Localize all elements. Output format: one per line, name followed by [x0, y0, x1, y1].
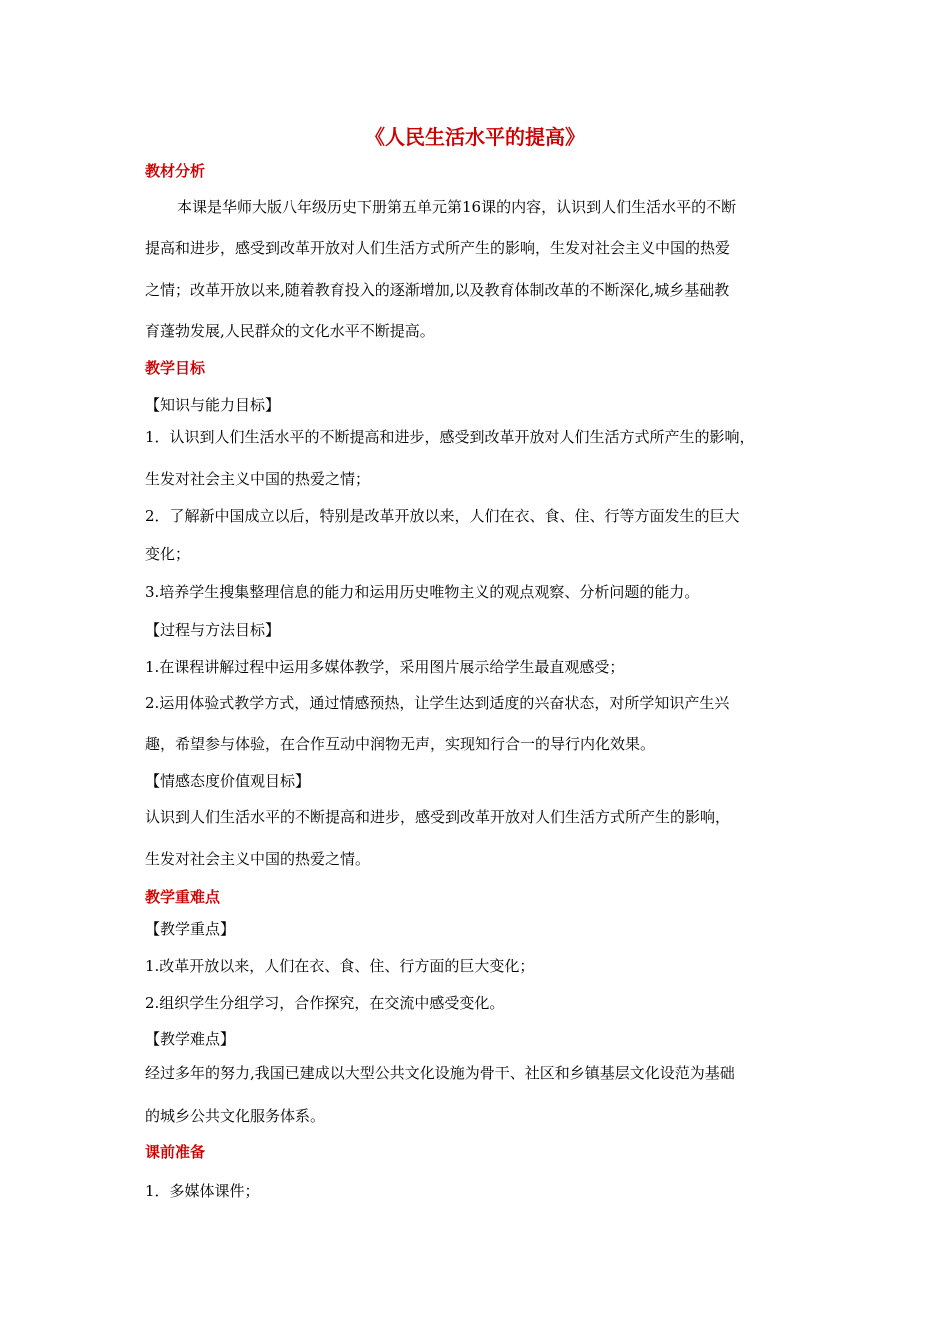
document-title: 《人民生活水平的提高》 [365, 125, 585, 149]
paragraph-line: 本课是华师大版八年级历史下册第五单元第16课的内容，认识到人们生活水平的不断 [177, 198, 737, 216]
paragraph-line: 生发对社会主义中国的热爱之情； [145, 470, 371, 488]
paragraph-line: 1．认识到人们生活水平的不断提高和进步，感受到改革开放对人们生活方式所产生的影响， [145, 428, 755, 446]
paragraph-line: 育蓬勃发展,人民群众的文化水平不断提高。 [145, 322, 435, 340]
paragraph-line: 2.运用体验式教学方式，通过情感预热，让学生达到适度的兴奋状态，对所学知识产生兴 [145, 694, 730, 712]
paragraph-line: 认识到人们生活水平的不断提高和进步，感受到改革开放对人们生活方式所产生的影响， [145, 808, 731, 826]
section-heading: 教学目标 [145, 359, 206, 377]
paragraph-line: 的城乡公共文化服务体系。 [145, 1107, 326, 1125]
paragraph-line: 【知识与能力目标】 [145, 396, 281, 414]
paragraph-line: 3.培养学生搜集整理信息的能力和运用历史唯物主义的观点观察、分析问题的能力。 [145, 583, 700, 601]
paragraph-line: 【过程与方法目标】 [145, 621, 281, 639]
paragraph-line: 【教学难点】 [145, 1030, 236, 1048]
section-heading: 教学重难点 [145, 888, 221, 906]
paragraph-line: 1.在课程讲解过程中运用多媒体教学，采用图片展示给学生最直观感受； [145, 658, 625, 676]
paragraph-line: 经过多年的努力,我国已建成以大型公共文化设施为骨干、社区和乡镇基层文化设范为基础 [145, 1064, 735, 1082]
paragraph-line: 趣，希望参与体验，在合作互动中润物无声，实现知行合一的导行内化效果。 [145, 735, 656, 753]
paragraph-line: 【教学重点】 [145, 920, 236, 938]
paragraph-line: 1．多媒体课件； [145, 1182, 260, 1200]
paragraph-line: 变化； [145, 545, 191, 563]
paragraph-line: 生发对社会主义中国的热爱之情。 [145, 850, 371, 868]
section-heading: 教材分析 [145, 162, 206, 180]
paragraph-line: 之情；改革开放以来,随着教育投入的逐渐增加,以及教育体制改革的不断深化,城乡基础教 [145, 281, 730, 299]
paragraph-line: 2.组织学生分组学习，合作探究，在交流中感受变化。 [145, 994, 505, 1012]
paragraph-line: 2．了解新中国成立以后，特别是改革开放以来，人们在衣、食、住、行等方面发生的巨大 [145, 507, 740, 525]
paragraph-line: 提高和进步，感受到改革开放对人们生活方式所产生的影响，生发对社会主义中国的热爱 [145, 239, 731, 257]
paragraph-line: 【情感态度价值观目标】 [145, 772, 311, 790]
paragraph-line: 1.改革开放以来，人们在衣、食、住、行方面的巨大变化； [145, 957, 535, 975]
section-heading: 课前准备 [145, 1143, 206, 1161]
